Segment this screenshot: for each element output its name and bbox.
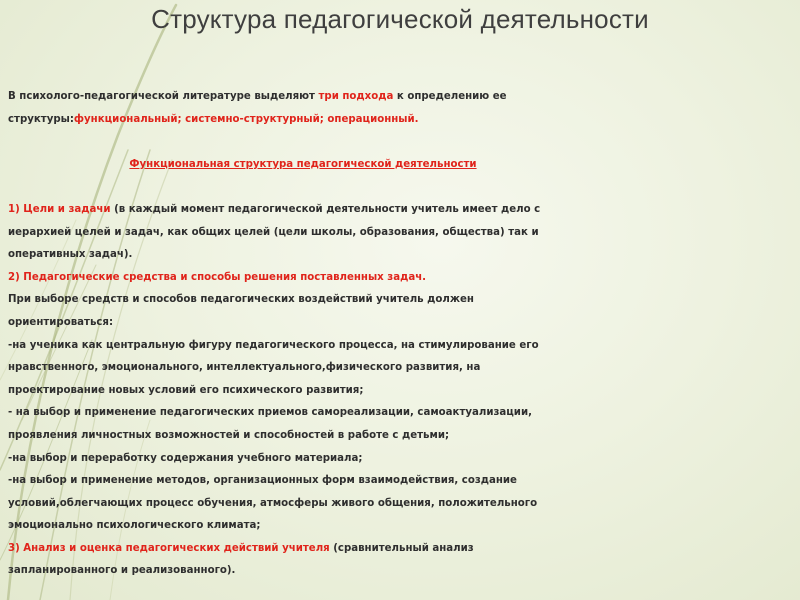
intro-line-1 [8,86,598,109]
highlight-three-approaches: три подхода [318,91,394,102]
item-3-line [8,538,598,561]
item-2-text: -на выбор и применение методов, организационных форм взаимодействия, создание [8,475,517,487]
item-2-text: ориентироваться: [8,316,114,328]
highlight-approaches-list: функциональный; системно-структурный; операционный. [73,113,419,125]
item-1-line [8,199,598,222]
item-number: 1) [8,203,24,215]
item-number: 3) [8,542,24,554]
item-2-text: проявления личностных возможностей и способностей в работе с детьми; [8,429,450,441]
item-3-text: запланированного и реализованного). [8,565,236,577]
item-1-text: иерархией целей и задач, как общих целей (цели школы, образования, общества) так и [8,226,539,238]
item-2-text: -на ученика как центральную фигуру педагогического процесса, на стимулирование его [8,339,539,351]
item-1-text: оперативных задач). [8,249,133,261]
intro-text: В психолого-педагогической литературе выделяют [8,91,319,102]
item-3-heading: Анализ и оценка педагогических действий учителя [23,542,330,554]
intro-text: к определению ее [393,91,507,102]
item-2-text: проектирование новых условий его психического развития; [8,384,364,396]
item-1-text: (в каждый момент педагогической деятельности учитель имеет дело с [110,203,541,215]
item-2-text: -на выбор и переработку содержания учебного материала; [8,452,363,464]
section-heading: Функциональная структура педагогической деятельности [129,158,477,170]
intro-line-2 [8,109,598,132]
item-2-text: При выборе средств и способов педагогических воздействий учитель должен [8,294,474,306]
item-3-text: (сравнительный анализ [329,542,474,554]
item-2-text: - на выбор и применение педагогических приемов самореализации, самоактуализации, [8,407,532,419]
intro-text: структуры: [8,113,74,125]
page-title: Структура педагогической деятельности [151,4,649,34]
item-number: 2) [8,271,24,283]
item-2-text: условий,облегчающих процесс обучения, атмосферы живого общения, положительного [8,497,538,509]
item-2-text: эмоционально психологического климата; [8,520,261,532]
body-text [8,86,598,583]
item-2-heading: Педагогические средства и способы решения поставленных задач. [23,271,427,283]
item-2-text: нравственного, эмоционального, интеллектуального,физического развития, на [8,362,481,374]
item-1-heading: Цели и задачи [23,203,111,215]
item-2-line [8,267,598,290]
